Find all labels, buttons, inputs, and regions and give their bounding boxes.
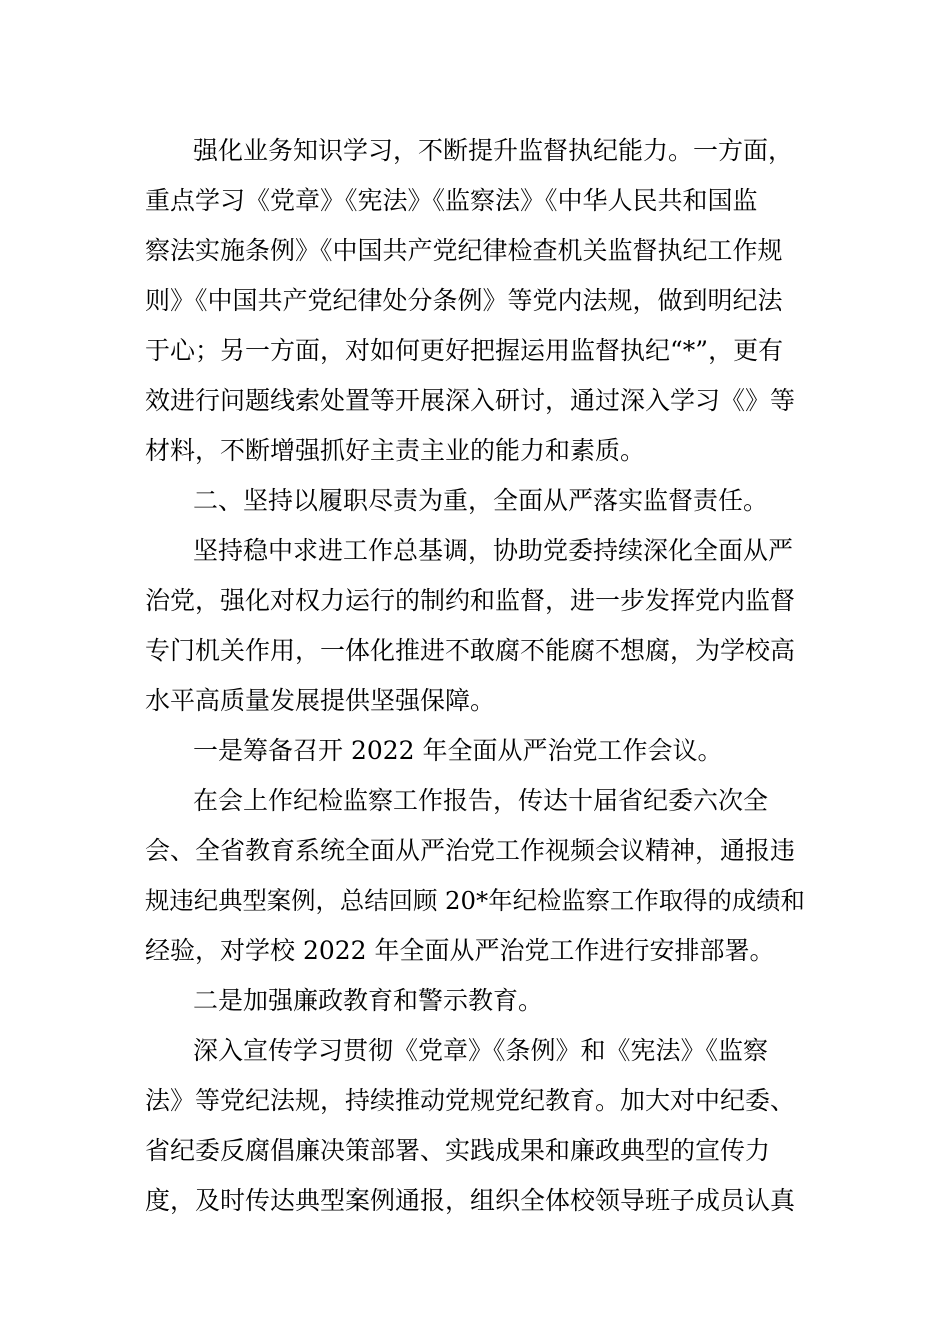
text-line-12: 水平高质量发展提供坚强保障。 xyxy=(145,686,496,715)
text-line-10: 治党，强化对权力运行的制约和监督，进一步发挥党内监督 xyxy=(145,586,796,615)
text-line-9: 坚持稳中求进工作总基调，协助党委持续深化全面从严 xyxy=(193,536,794,565)
text-line-21: 省纪委反腐倡廉决策部署、实践成果和廉政典型的宣传力 xyxy=(145,1136,771,1165)
text-line-11: 专门机关作用，一体化推进不敢腐不能腐不想腐，为学校高 xyxy=(145,636,796,665)
text-line-16: 规违纪典型案例，总结回顾 20*年纪检监察工作取得的成绩和 xyxy=(145,886,805,915)
text-line-1: 强化业务知识学习，不断提升监督执纪能力。一方面， xyxy=(193,136,794,165)
subheading-1: 一是筹备召开 2022 年全面从严治党工作会议。 xyxy=(193,736,723,765)
subheading-2: 二是加强廉政教育和警示教育。 xyxy=(193,986,544,1015)
text-line-4: 则》《中国共产党纪律处分条例》等党内法规，做到明纪法 xyxy=(145,286,783,315)
text-line-5: 于心；另一方面，对如何更好把握运用监督执纪“*”，更有 xyxy=(145,336,784,365)
text-line-3: 察法实施条例》《中国共产党纪律检查机关监督执纪工作规 xyxy=(145,236,783,265)
text-line-14: 在会上作纪检监察工作报告，传达十届省纪委六次全 xyxy=(193,786,769,815)
text-line-6: 效进行问题线索处置等开展深入研讨，通过深入学习《》等 xyxy=(145,386,796,415)
text-line-17: 经验，对学校 2022 年全面从严治党工作进行安排部署。 xyxy=(145,936,775,965)
text-line-15: 会、全省教育系统全面从严治党工作视频会议精神，通报违 xyxy=(145,836,796,865)
text-line-22: 度，及时传达典型案例通报，组织全体校领导班子成员认真 xyxy=(145,1186,796,1215)
text-line-7: 材料，不断增强抓好主责主业的能力和素质。 xyxy=(145,436,646,465)
text-line-20: 法》等党纪法规，持续推动党规党纪教育。加大对中纪委、 xyxy=(145,1086,796,1115)
text-line-19: 深入宣传学习贯彻《党章》《条例》和《宪法》《监察 xyxy=(193,1036,769,1065)
section-heading: 二、坚持以履职尽责为重，全面从严落实监督责任。 xyxy=(193,486,769,515)
text-line-2: 重点学习《党章》《宪法》《监察法》《中华人民共和国监 xyxy=(145,186,758,215)
